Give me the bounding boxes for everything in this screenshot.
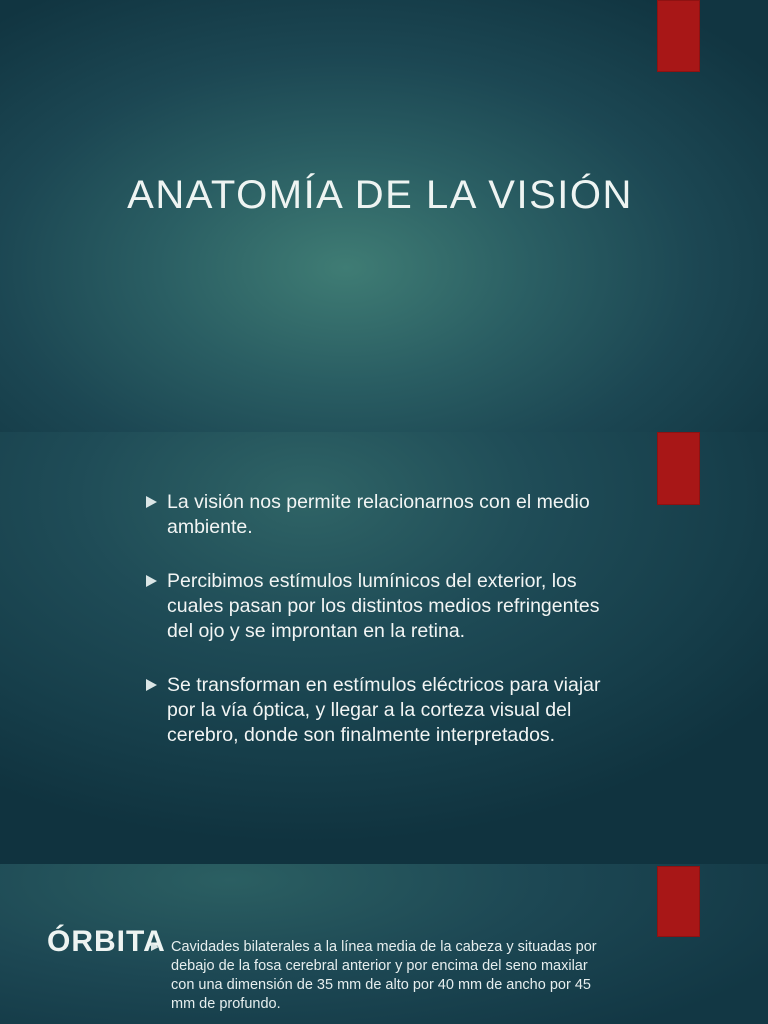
slide-content bbox=[0, 432, 768, 864]
triangle-right-icon bbox=[146, 679, 157, 691]
triangle-right-icon bbox=[151, 943, 159, 951]
bullet-item bbox=[142, 673, 622, 748]
accent-bar bbox=[657, 0, 700, 72]
bullet-list bbox=[148, 938, 598, 1014]
accent-bar bbox=[657, 432, 700, 505]
accent-bar bbox=[657, 866, 700, 937]
slide-title bbox=[0, 0, 768, 432]
bullet-text: Percibimos estímulos lumínicos del exterior, los cuales pasan por los distintos medios refringentes del ojo y se improntan en la retina. bbox=[167, 570, 600, 642]
bullet-list bbox=[142, 490, 622, 777]
triangle-right-icon bbox=[146, 575, 157, 587]
bullet-item bbox=[142, 490, 622, 540]
slide-heading: ÓRBITA bbox=[47, 924, 166, 958]
bullet-text: Cavidades bilaterales a la línea media de la cabeza y situadas por debajo de la fosa cerebral anterior y por encima del seno maxilar con una dimensión de 35 mm de alto por 40 mm de ancho por 45 mm de profundo. bbox=[171, 939, 597, 1012]
slide-title-text: ANATOMÍA DE LA VISIÓN bbox=[127, 172, 633, 217]
bullet-item bbox=[142, 569, 622, 644]
triangle-right-icon bbox=[146, 496, 157, 508]
slide-orbita bbox=[0, 864, 768, 1024]
bullet-text: La visión nos permite relacionarnos con el medio ambiente. bbox=[167, 491, 590, 538]
bullet-item bbox=[148, 938, 598, 1014]
bullet-text: Se transforman en estímulos eléctricos para viajar por la vía óptica, y llegar a la corteza visual del cerebro, donde son finalmente interpretados. bbox=[167, 674, 601, 746]
